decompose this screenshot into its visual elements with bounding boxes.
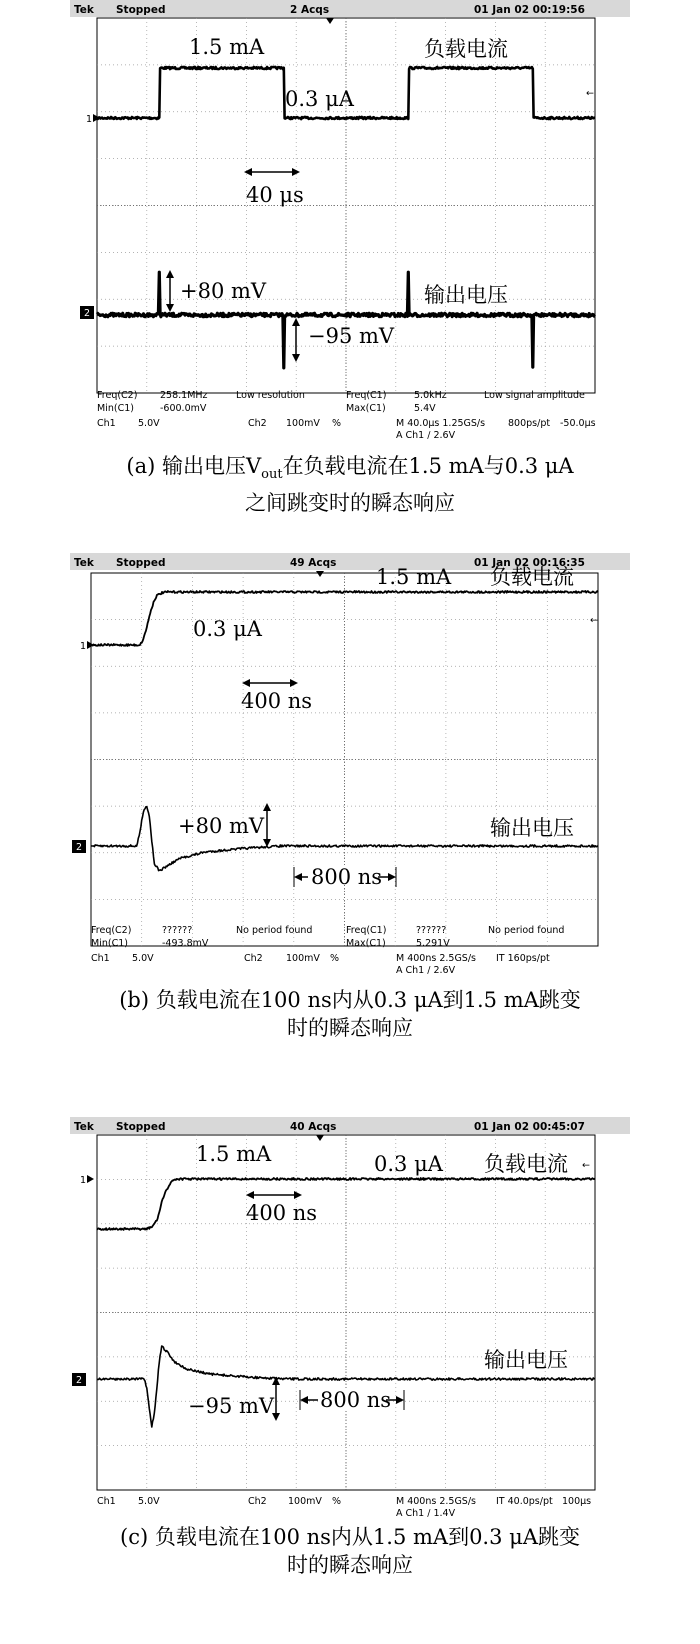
acq-count: 40 Acqs — [290, 1121, 337, 1133]
panel-a — [0, 0, 700, 535]
ch1-marker: 1 — [80, 641, 87, 652]
status-ch2-bw: % — [332, 1496, 342, 1507]
status-ch2: Ch2 — [248, 418, 267, 429]
trigger-level-icon: ← — [586, 88, 594, 99]
status-ch2-bw: % — [330, 953, 340, 964]
caption-a-line1: (a) 输出电压V — [126, 454, 262, 478]
readout-min: -493.8mV — [162, 938, 209, 949]
high-current-label: 1.5 mA — [196, 1142, 272, 1166]
caption-a — [0, 452, 700, 517]
voltage-trace-label: 输出电压 — [484, 1348, 568, 1372]
current-trace-label: 负载电流 — [424, 37, 508, 61]
current-trace-label: 负载电流 — [484, 1152, 568, 1176]
readout-min-label: Min(C1) — [97, 403, 134, 414]
caption-b-line2: 时的瞬态响应 — [287, 1016, 413, 1040]
acq-count: 49 Acqs — [290, 557, 337, 569]
status-rate: 800ps/pt — [508, 418, 551, 429]
current-trace-label: 负载电流 — [490, 565, 574, 589]
status-ch2: Ch2 — [244, 953, 263, 964]
status-ch1: Ch1 — [97, 418, 116, 429]
scope-a — [0, 0, 700, 440]
status-trigger: A Ch1 ∕ 2.6V — [396, 430, 456, 440]
grid — [97, 1135, 595, 1490]
ch1-marker: 1 — [80, 1175, 87, 1186]
positive-spike-label: +80 mV — [178, 814, 265, 838]
status-ch1-scale: 5.0V — [138, 418, 160, 429]
trigger-level-icon: ← — [590, 615, 598, 626]
panel-b — [0, 553, 700, 1083]
status-ch2-scale: 100mV — [286, 418, 320, 429]
readout-max: 5.4V — [414, 403, 436, 414]
readout-freq-c2-note: Low resolution — [236, 390, 305, 401]
brand: Tek — [74, 4, 94, 16]
grid — [91, 573, 598, 946]
brand: Tek — [74, 557, 94, 569]
status-rate: IT 40.0ps/pt — [496, 1496, 553, 1507]
run-state: Stopped — [116, 1121, 166, 1133]
trigger-position-icon — [326, 18, 334, 24]
trigger-level-icon: ← — [582, 1160, 590, 1171]
status-trigger: A Ch1 ∕ 1.4V — [396, 1508, 456, 1519]
readout-min: -600.0mV — [160, 403, 207, 414]
time-span-label: 400 ns — [246, 1201, 318, 1225]
negative-spike-label: −95 mV — [188, 1394, 275, 1418]
scope-b — [0, 553, 700, 983]
readout-freq-c2-label: Freq(C2) — [97, 390, 138, 401]
status-timebase: M 40.0μs 1.25GS/s — [396, 418, 486, 429]
caption-b-line1: (b) 负载电流在100 ns内从0.3 μA到1.5 mA跳变 — [119, 988, 581, 1012]
datetime: 01 Jan 02 00:45:07 — [474, 1121, 585, 1133]
low-current-label: 0.3 μA — [374, 1152, 443, 1176]
caption-a-line2: 之间跳变时的瞬态响应 — [245, 491, 455, 516]
status-rate2: 100μs — [562, 1496, 592, 1507]
readout-freq-c1-label: Freq(C1) — [346, 925, 387, 936]
readout-freq-c1-label: Freq(C1) — [346, 390, 387, 401]
trigger-position-icon — [316, 571, 324, 577]
voltage-trace-label: 输出电压 — [424, 283, 508, 307]
trigger-position-icon — [316, 1135, 324, 1141]
readout-freq-c1: ?????? — [416, 925, 447, 936]
status-rate: IT 160ps/pt — [496, 953, 550, 964]
high-current-label: 1.5 mA — [189, 35, 265, 59]
time-span-label: 400 ns — [241, 689, 313, 713]
readout-freq-c2: ?????? — [162, 925, 193, 936]
scope-c — [0, 1117, 700, 1547]
caption-a-sub: out — [261, 467, 283, 483]
run-state: Stopped — [116, 557, 166, 569]
low-current-label: 0.3 μA — [193, 617, 262, 641]
readout-freq-c2-note: No period found — [236, 925, 313, 936]
datetime: 01 Jan 02 00:16:35 — [474, 557, 585, 569]
readout-freq-c1-note: Low signal amplitude — [484, 390, 585, 401]
ch2-marker: 2 — [84, 308, 91, 319]
status-timebase: M 400ns 2.5GS/s — [396, 953, 476, 964]
caption-c-line2: 时的瞬态响应 — [287, 1553, 413, 1577]
status-ch2: Ch2 — [248, 1496, 267, 1507]
readout-freq-c2: 258.1MHz — [160, 390, 208, 401]
status-trigger: A Ch1 ∕ 2.6V — [396, 965, 456, 976]
panel-c — [0, 1117, 700, 1644]
readout-freq-c2-label: Freq(C2) — [91, 925, 132, 936]
readout-max: 5.291V — [416, 938, 450, 949]
voltage-trace-label: 输出电压 — [490, 816, 574, 840]
brand: Tek — [74, 1121, 94, 1133]
readout-freq-c1-note: No period found — [488, 925, 565, 936]
caption-c — [0, 1523, 700, 1579]
run-state: Stopped — [116, 4, 166, 16]
acq-count: 2 Acqs — [290, 4, 330, 16]
status-timebase: M 400ns 2.5GS/s — [396, 1496, 476, 1507]
ch1-marker-arrow-icon — [87, 1175, 94, 1183]
high-current-label: 1.5 mA — [376, 565, 452, 589]
ch1-marker: 1 — [86, 114, 93, 125]
duration-label: 800 ns — [311, 865, 383, 889]
time-span-label: 40 μs — [246, 183, 304, 207]
negative-spike-label: −95 mV — [308, 324, 395, 348]
status-ch2-scale: 100mV — [286, 953, 320, 964]
datetime: 01 Jan 02 00:19:56 — [474, 4, 585, 16]
readout-max-label: Max(C1) — [346, 938, 386, 949]
status-ch2-bw: % — [332, 418, 342, 429]
ch2-marker: 2 — [76, 842, 83, 853]
readout-freq-c1: 5.0kHz — [414, 390, 447, 401]
status-ch1: Ch1 — [97, 1496, 116, 1507]
ch2-marker: 2 — [76, 1375, 83, 1386]
duration-label: 800 ns — [320, 1388, 392, 1412]
status-ch1-scale: 5.0V — [132, 953, 154, 964]
status-ch1: Ch1 — [91, 953, 110, 964]
status-ch1-scale: 5.0V — [138, 1496, 160, 1507]
caption-b — [0, 986, 700, 1042]
caption-a-line1-end: 在负载电流在1.5 mA与0.3 μA — [282, 454, 574, 478]
status-ch2-scale: 100mV — [288, 1496, 322, 1507]
low-current-label: 0.3 μA — [285, 87, 354, 111]
caption-c-line1: (c) 负载电流在100 ns内从1.5 mA到0.3 μA跳变 — [120, 1525, 580, 1549]
positive-spike-label: +80 mV — [180, 279, 267, 303]
status-offset: -50.0μs — [560, 418, 596, 429]
readout-max-label: Max(C1) — [346, 403, 386, 414]
readout-min-label: Min(C1) — [91, 938, 128, 949]
